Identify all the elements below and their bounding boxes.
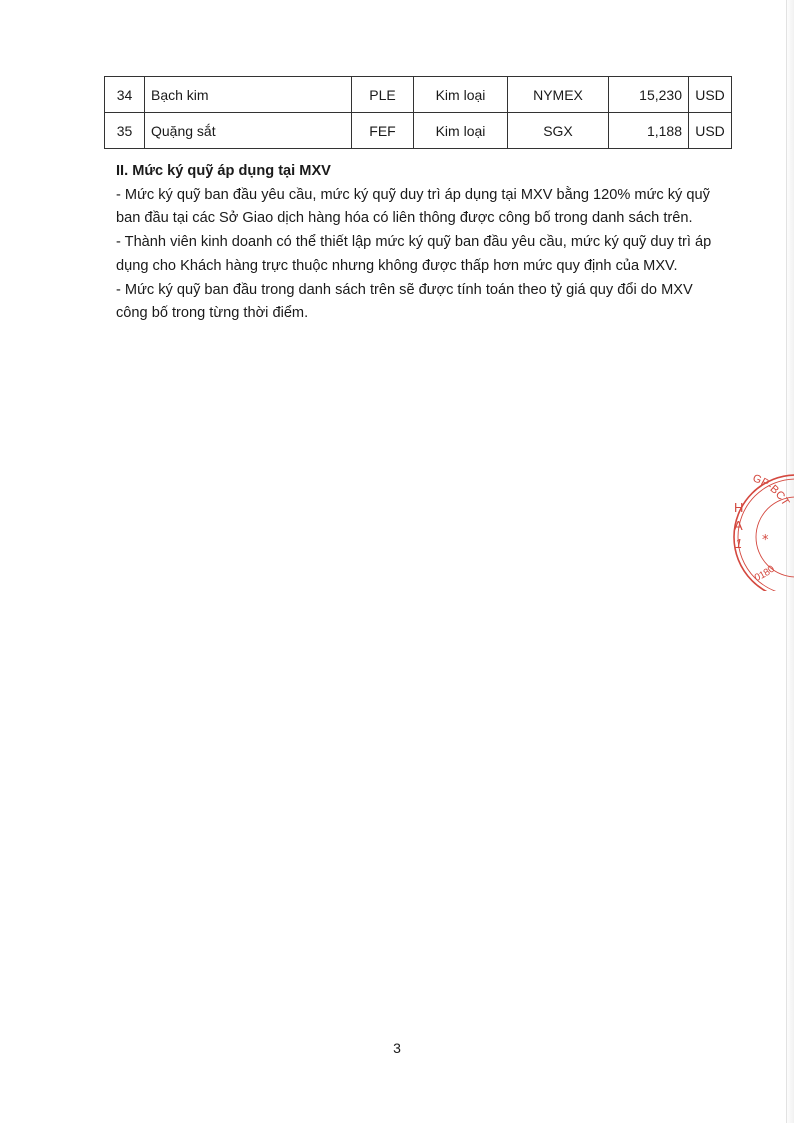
- seal-letter: H: [734, 500, 744, 515]
- cell-exchange: NYMEX: [508, 77, 609, 113]
- cell-no: 34: [105, 77, 145, 113]
- table-row: [105, 113, 732, 149]
- margin-section: [116, 160, 726, 326]
- cell-code: FEF: [352, 113, 414, 149]
- margin-table: [104, 76, 732, 149]
- seal-text-top: GP-BCT: [750, 472, 792, 508]
- cell-margin: 1,188: [609, 113, 689, 149]
- seal-letter: A: [734, 518, 743, 533]
- cell-code: PLE: [352, 77, 414, 113]
- paragraph-line: dụng cho Khách hàng trực thuộc nhưng không được thấp hơn mức quy định của MXV.: [116, 257, 678, 274]
- page-number: 3: [393, 1040, 401, 1056]
- cell-commodity-name: Bạch kim: [145, 77, 352, 113]
- paragraph-line: ban đầu tại các Sở Giao dịch hàng hóa có liên thông được công bố trong danh sách trên.: [116, 210, 693, 227]
- cell-currency: USD: [689, 77, 732, 113]
- cell-no: 35: [105, 113, 145, 149]
- paragraph: [116, 231, 726, 278]
- cell-commodity-name: Quặng sắt: [145, 113, 352, 149]
- cell-currency: USD: [689, 113, 732, 149]
- paragraph-line: - Mức ký quỹ ban đầu trong danh sách trên sẽ được tính toán theo tỷ giá quy đổi do MXV: [116, 281, 693, 298]
- paragraph-line: công bố trong từng thời điểm.: [116, 305, 309, 322]
- seal-text-bottom: 0180: [753, 563, 778, 584]
- paragraph: [116, 184, 726, 231]
- table-row: [105, 77, 732, 113]
- paragraph-line: - Thành viên kinh doanh có thể thiết lập mức ký quỹ ban đầu yêu cầu, mức ký quỹ duy trì áp: [116, 234, 712, 251]
- cell-group: Kim loại: [414, 77, 508, 113]
- section-heading: II. Mức ký quỹ áp dụng tại MXV: [116, 163, 331, 179]
- cell-group: Kim loại: [414, 113, 508, 149]
- cell-exchange: SGX: [508, 113, 609, 149]
- cell-margin: 15,230: [609, 77, 689, 113]
- seal-star: *: [762, 533, 769, 548]
- red-seal-stamp: [716, 455, 794, 591]
- paragraph-line: - Mức ký quỹ ban đầu yêu cầu, mức ký quỹ duy trì áp dụng tại MXV bằng 120% mức ký quỹ: [116, 186, 710, 203]
- seal-letter: 1: [735, 536, 743, 551]
- paragraph: [116, 279, 726, 326]
